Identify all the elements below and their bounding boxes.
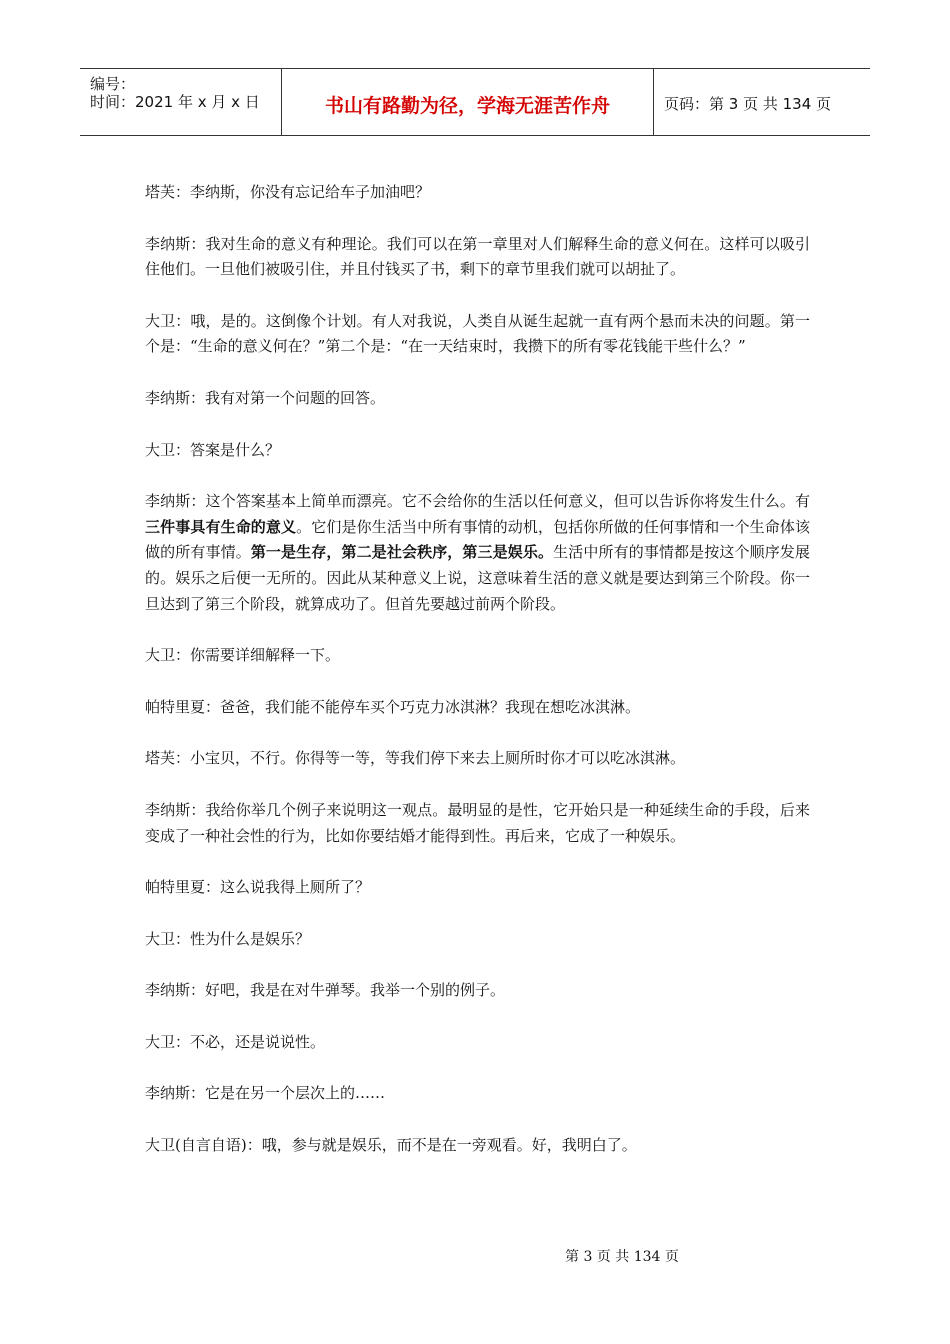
paragraph-text: 李纳斯：这个答案基本上简单而漂亮。它不会给你的生活以任何意义，但可以告诉你将发生什么。有 [145,492,810,511]
dialogue-paragraph: 大卫：性为什么是娱乐？ [145,929,311,948]
dialogue-paragraph: 帕特里夏：这么说我得上厕所了？ [145,878,371,897]
dialogue-paragraph: 李纳斯：我给你举几个例子来说明这一观点。最明显的是性，它开始只是一种延续生命的手段，后来变成了一种社会性的行为，比如你要结婚才能得到性。再后来，它成了一种娱乐。 [145,800,810,845]
dialogue-paragraph: 大卫：你需要详细解释一下。 [145,646,341,665]
dialogue-paragraph: 大卫(自言自语)：哦，参与就是娱乐，而不是在一旁观看。好，我明白了。 [145,1136,637,1155]
dialogue-paragraph: 大卫：不必，还是说说性。 [145,1032,326,1051]
dialogue-paragraph-with-emphasis [145,489,810,617]
dialogue-paragraph: 大卫：哦，是的。这倒像个计划。有人对我说，人类自从诞生起就一直有两个悬而未决的问题。第一个是：“生命的意义何在？”第二个是：“在一天结束时，我攒下的所有零花钱能干些什么？” [145,311,810,356]
page-footer: 第 3 页 共 134 页 [565,1249,679,1265]
document-date-label: 时间：2021 年 x 月 x 日 [90,93,260,111]
dialogue-paragraph: 李纳斯：我对生命的意义有种理论。我们可以在第一章里对人们解释生命的意义何在。这样可以吸引住他们。一旦他们被吸引住，并且付钱买了书，剩下的章节里我们就可以胡扯了。 [145,234,810,279]
paragraph-text: 。它们是你生活当中所有事情的动机，包括你所做的任何事情和一个生命体该做的所有事情。 [145,517,810,562]
emphasis-text: 第一是生存，第二是社会秩序，第三是娱乐。 [250,543,554,562]
header-page-label: 页码：第 3 页 共 134 页 [664,95,832,113]
dialogue-paragraph: 帕特里夏：爸爸，我们能不能停车买个巧克力冰淇淋？我现在想吃冰淇淋。 [145,697,641,716]
header-left-cell [80,69,282,135]
header-middle-cell [282,69,654,135]
dialogue-paragraph: 李纳斯：好吧，我是在对牛弹琴。我举一个别的例子。 [145,981,506,1000]
dialogue-body [145,180,810,1185]
document-header [80,68,870,136]
dialogue-paragraph: 塔芙：李纳斯，你没有忘记给车子加油吧？ [145,183,431,201]
paragraph-text: 生活中所有的事情都是按这个顺序发展的。娱乐之后便一无所的。因此从某种意义上说，这意味着生活的意义就是要达到第三个阶段。你一旦达到了第三个阶段，就算成功了。但首先要越过前两个阶段。 [145,543,810,613]
emphasis-text: 三件事具有生命的意义 [145,517,297,536]
document-number-label: 编号： [90,75,136,93]
dialogue-paragraph: 塔芙：小宝贝，不行。你得等一等，等我们停下来去上厕所时你才可以吃冰淇淋。 [145,749,686,768]
dialogue-paragraph: 李纳斯：我有对第一个问题的回答。 [145,388,386,407]
dialogue-paragraph: 李纳斯：它是在另一个层次上的…… [145,1084,386,1103]
header-right-cell [654,69,870,135]
header-motto: 书山有路勤为径，学海无涯苦作舟 [324,95,610,117]
dialogue-paragraph: 大卫：答案是什么？ [145,440,281,459]
